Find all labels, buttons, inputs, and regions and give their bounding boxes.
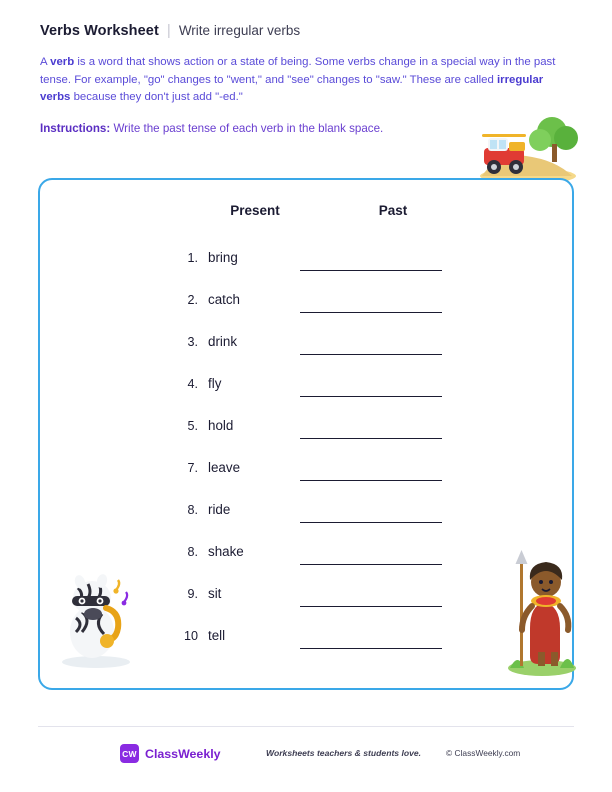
present-verb: bring (208, 250, 238, 265)
row-number: 8. (187, 503, 198, 517)
instructions-line (40, 121, 510, 137)
past-tense-blank[interactable] (300, 480, 442, 481)
row-number: 5. (187, 419, 198, 433)
classweekly-logo-icon: CW (120, 744, 139, 763)
present-verb: drink (208, 334, 238, 349)
footer-tagline: Worksheets teachers & students love. (266, 748, 422, 758)
column-headings (38, 203, 574, 227)
instructions-text: Write the past tense of each verb in the blank space. (110, 122, 384, 135)
past-tense-blank[interactable] (300, 522, 442, 523)
footer-divider (38, 726, 574, 727)
past-tense-blank[interactable] (300, 354, 442, 355)
past-tense-blank[interactable] (300, 270, 442, 271)
page-title: Verbs Worksheet (40, 23, 159, 39)
safari-truck-illustration (468, 112, 580, 184)
present-verb: tell (208, 628, 226, 643)
row-number: 2. (187, 293, 198, 307)
footer-copyright: © ClassWeekly.com (446, 748, 521, 758)
present-verb: fly (208, 376, 222, 391)
row-number: 1. (187, 251, 198, 265)
intro-text-3: because they don't just add "-ed." (70, 91, 243, 103)
verb-row (38, 290, 574, 332)
brand-name: ClassWeekly (145, 746, 221, 761)
present-verb: sit (208, 586, 222, 601)
column-heading-past: Past (378, 203, 408, 218)
intro-paragraph (40, 54, 564, 107)
instructions-label: Instructions: (40, 122, 111, 135)
verb-row (38, 416, 574, 458)
verb-row (38, 500, 574, 542)
maasai-warrior-illustration (498, 548, 584, 678)
row-number: 10 (183, 629, 198, 643)
present-verb: catch (208, 292, 241, 307)
page-subtitle: Write irregular verbs (178, 23, 301, 38)
present-verb: hold (208, 418, 234, 433)
verb-row (38, 248, 574, 290)
present-verb: leave (208, 460, 241, 475)
zebra-playing-saxophone-illustration (50, 562, 142, 670)
verb-row (38, 458, 574, 500)
past-tense-blank[interactable] (300, 312, 442, 313)
present-verb: shake (208, 544, 244, 559)
past-tense-blank[interactable] (300, 564, 442, 565)
row-number: 3. (187, 335, 198, 349)
intro-bold-verb: verb (50, 56, 75, 68)
intro-text-1: A (40, 56, 51, 68)
row-number: 8. (187, 545, 198, 559)
past-tense-blank[interactable] (300, 648, 442, 649)
page-header (40, 22, 300, 39)
past-tense-blank[interactable] (300, 438, 442, 439)
verb-row (38, 374, 574, 416)
row-number: 7. (187, 461, 198, 475)
row-number: 4. (187, 377, 198, 391)
row-number: 9. (187, 587, 198, 601)
page-footer (38, 744, 574, 766)
column-heading-present: Present (230, 203, 280, 218)
brand-lockup[interactable] (120, 744, 221, 763)
intro-bold-irregular-verbs: irregular verbs (40, 73, 544, 103)
intro-text-2: is a word that shows action or a state of being. Some verbs change in a special way in the past tense. For example, "go" changes to "went," and "see" changes to "saw." These are called (40, 56, 556, 86)
past-tense-blank[interactable] (300, 606, 442, 607)
verb-row (38, 332, 574, 374)
header-divider: | (166, 22, 171, 39)
past-tense-blank[interactable] (300, 396, 442, 397)
present-verb: ride (208, 502, 231, 517)
